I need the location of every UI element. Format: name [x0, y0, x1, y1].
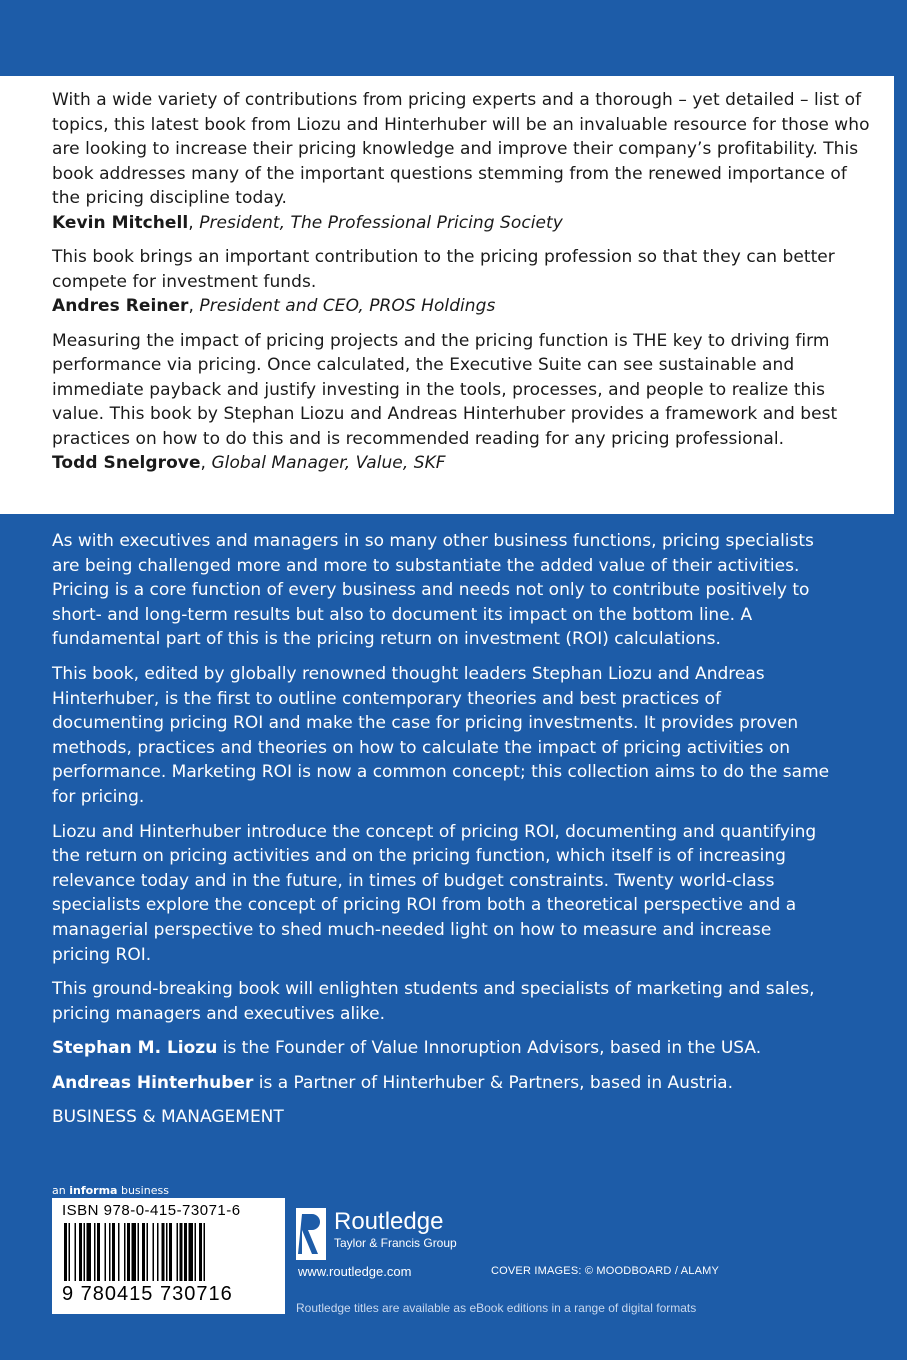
author-1-name: Stephan M. Liozu [52, 1038, 218, 1059]
author-2-bio-text: is a Partner of Hinterhuber & Partners, based in Austria. [253, 1072, 734, 1093]
isbn-barcode-box [52, 1198, 285, 1314]
publisher-name: Routledge [334, 1208, 444, 1235]
publisher-group: Taylor & Francis Group [334, 1236, 457, 1250]
endorsement-2-title: President and CEO, PROS Holdings [199, 296, 496, 316]
endorsement-2-name: Andres Reiner [52, 296, 189, 316]
endorsement-2-text: This book brings an important contribution to the pricing profession so that they can better compete for investment funds. [52, 247, 835, 292]
barcode-number: 9 780415 730716 [62, 1283, 233, 1305]
author-2-name: Andreas Hinterhuber [52, 1072, 254, 1093]
informa-suffix: business [117, 1184, 169, 1197]
informa-business-label [52, 1184, 169, 1197]
endorsement-3-name: Todd Snelgrove [52, 453, 201, 473]
informa-brand: informa [69, 1184, 118, 1197]
barcode-icon [62, 1223, 275, 1281]
subject-category: BUSINESS & MANAGEMENT [52, 1107, 284, 1128]
cover-image-credit: COVER IMAGES: © MOODBOARD / ALAMY [491, 1265, 720, 1277]
endorsement-1-attribution: Kevin Mitchell, President, The Professional Pricing Society [52, 212, 563, 233]
description-paragraph-1: As with executives and managers in so many other business functions, pricing specialists are being challenged more and more to substantiate the added value of their activities. Pricing is a core function of every business and needs not only to contribute positively to short- and long-term results but also to document its impact on the bottom line. A fundamental part of this is the pricing return on investment (ROI) calculations. [52, 531, 814, 650]
description-paragraph-3: Liozu and Hinterhuber introduce the concept of pricing ROI, documenting and quantifying the return on pricing activities and on the pricing function, which itself is of increasing relevance today and in the future, in times of budget constraints. Twenty world-class specialists explore the concept of pricing ROI from both a theoretical perspective and a managerial perspective to shed much-needed light on how to measure and increase pricing ROI. [52, 821, 817, 965]
publisher-logo [296, 1208, 457, 1260]
endorsement-2-attribution: Andres Reiner, President and CEO, PROS Holdings [52, 296, 496, 316]
endorsements-panel [0, 76, 894, 514]
endorsement-1-title: President, The Professional Pricing Society [199, 212, 563, 233]
endorsement-3-attribution: Todd Snelgrove, Global Manager, Value, SKF [52, 453, 446, 473]
endorsement-1-text: With a wide variety of contributions from pricing experts and a thorough – yet detailed – list of topics, this latest book from Liozu and Hinterhuber will be an invaluable resource for those who are looking to increase their pricing knowledge and improve their company’s profitability. This book addresses many of the important questions stemming from the renewed importance of the pricing discipline today. [52, 90, 870, 208]
endorsement-3-text: Measuring the impact of pricing projects and the pricing function is THE key to driving firm performance via pricing. Once calculated, the Executive Suite can see sustainable and immediate payback and justify investing in the tools, processes, and people to realize this value. This book by Stephan Liozu and Andreas Hinterhuber provides a framework and best practices on how to do this and is recommended reading for any pricing professional. [52, 330, 838, 449]
author-bio-1 [52, 1036, 832, 1061]
endorsement-1-name: Kevin Mitchell [52, 212, 189, 233]
description-paragraph-4: This ground-breaking book will enlighten students and specialists of marketing and sales, pricing managers and executives alike. [52, 979, 815, 1024]
informa-prefix: an [52, 1184, 70, 1197]
routledge-logo-icon [296, 1208, 326, 1260]
author-bio-2 [52, 1071, 832, 1096]
book-description [52, 529, 832, 1140]
publisher-website[interactable]: www.routledge.com [298, 1264, 412, 1279]
author-1-bio-text: is the Founder of Value Innoruption Advisors, based in the USA. [217, 1038, 762, 1059]
description-paragraph-2: This book, edited by globally renowned thought leaders Stephan Liozu and Andreas Hinterhuber, is the first to outline contemporary theories and best practices of documenting pricing ROI and make the case for pricing investments. It provides proven methods, practices and theories on how to calculate the impact of pricing activities on performance. Marketing ROI is now a common concept; this collection aims to do the same for pricing. [52, 663, 830, 807]
isbn-text: ISBN 978-0-415-73071-6 [62, 1202, 241, 1219]
endorsement-3-title: Global Manager, Value, SKF [211, 453, 446, 473]
ebook-availability-note: Routledge titles are available as eBook editions in a range of digital formats [296, 1301, 697, 1315]
